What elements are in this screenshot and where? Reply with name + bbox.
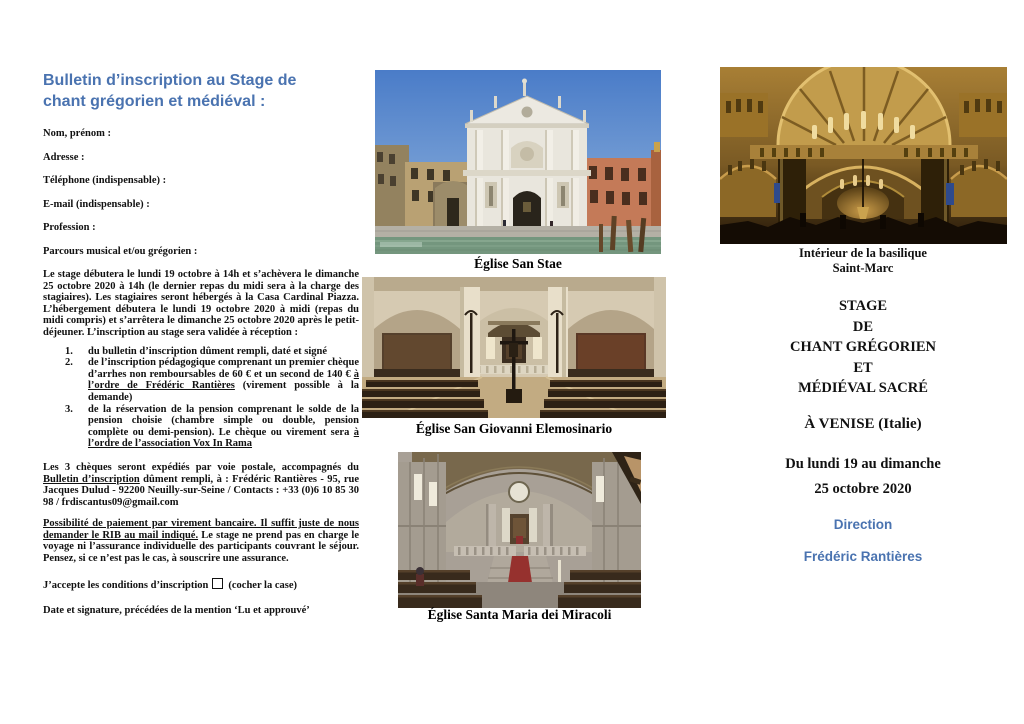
saint-marc-interior-illustration bbox=[720, 67, 1007, 244]
director-name: Frédéric Rantières bbox=[803, 549, 923, 564]
field-nom-prenom: Nom, prénom : bbox=[43, 128, 111, 139]
stage-title-line: MÉDIÉVAL SACRÉ bbox=[798, 380, 928, 396]
field-telephone: Téléphone (indispensable) : bbox=[43, 175, 167, 186]
form-title-line1: Bulletin d’inscription au Stage de bbox=[43, 72, 297, 89]
list-item bbox=[43, 404, 359, 450]
stage-title-line: ET bbox=[853, 359, 873, 376]
photo-eglise-san-giovanni bbox=[362, 277, 666, 418]
caption-san-stae: Église San Stae bbox=[474, 256, 562, 271]
cheques-paragraph bbox=[43, 462, 359, 508]
cheques-underlined: Bulletin d’inscription bbox=[43, 473, 140, 485]
field-profession: Profession : bbox=[43, 222, 96, 233]
list-item-text bbox=[88, 357, 359, 403]
form-title bbox=[43, 70, 359, 112]
stage-title bbox=[718, 296, 1008, 399]
field-email: E-mail (indispensable) : bbox=[43, 198, 150, 210]
stage-title-line: CHANT GRÉGORIEN bbox=[790, 339, 936, 355]
list-item-underlined: à l’ordre de Frédéric Rantières bbox=[88, 368, 359, 392]
stage-title-line: STAGE bbox=[838, 298, 888, 314]
list-item-text bbox=[88, 346, 359, 358]
payment-segment: Le stage ne prend pas en charge le voyage ni l’assurance individuelle des participants couvrant le séjour. Pensez, si ce n’est pas le cas, à souscrire une assurance. bbox=[43, 529, 359, 565]
caption-saint-marc-line2: Saint-Marc bbox=[832, 261, 894, 275]
stage-title-line: DE bbox=[852, 318, 874, 335]
accept-checkbox[interactable] bbox=[212, 578, 223, 589]
list-item-number: 3. bbox=[65, 403, 73, 415]
cheques-segment: Les 3 chèques seront expédiés par voie postale, accompagnés du bbox=[43, 461, 359, 473]
stage-dates-line1: Du lundi 19 au dimanche bbox=[785, 456, 941, 472]
list-item bbox=[43, 357, 359, 403]
conditions-list bbox=[43, 346, 359, 450]
photo-eglise-miracoli bbox=[398, 452, 641, 608]
photo-eglise-san-stae bbox=[375, 70, 661, 254]
direction-label: Direction bbox=[833, 517, 893, 532]
san-stae-facade-illustration bbox=[375, 70, 661, 254]
miracoli-interior-illustration bbox=[398, 452, 641, 608]
stage-dates-line2: 25 octobre 2020 bbox=[814, 481, 912, 497]
list-item-number: 2. bbox=[65, 357, 73, 369]
san-giovanni-interior-illustration bbox=[362, 277, 666, 418]
payment-paragraph bbox=[43, 518, 359, 564]
payment-underlined: Possibilité de paiement par virement bancaire. Il suffit juste de nous demander le RIB au mail indiqué. bbox=[43, 518, 359, 541]
date-signature-line: Date et signature, précédées de la mention ‘Lu et approuvé’ bbox=[43, 604, 310, 616]
accept-text: J’accepte les conditions d’inscription bbox=[43, 579, 209, 591]
list-item-segment: de la réservation de la pension comprenant le solde de la pension choisie (chambre simple ou double, pension complète ou demi-pension). Le chèque ou virement sera bbox=[88, 403, 359, 438]
accept-hint: (cocher la case) bbox=[228, 579, 297, 591]
field-parcours: Parcours musical et/ou grégorien : bbox=[43, 245, 198, 257]
field-adresse: Adresse : bbox=[43, 151, 85, 163]
form-title-line2: chant grégorien et médiéval : bbox=[43, 93, 266, 110]
cheques-contact-info: dûment rempli, à : Frédéric Rantières - 95, rue Jacques Dulud - 92200 Neuilly-sur-Seine / Contacts : +33 (0)6 10 85 30 98 / frdiscantus09@gmail.com bbox=[43, 473, 359, 508]
list-item-segment: (virement possible à la demande) bbox=[88, 380, 359, 403]
list-item-number: 1. bbox=[65, 345, 73, 357]
caption-saint-marc bbox=[718, 246, 1008, 276]
registration-form-column bbox=[43, 70, 359, 616]
list-item-segment: de l’inscription pédagogique comprenant un premier chèque d’arrhes non remboursables de 60 € et un second de 140 € bbox=[88, 357, 359, 380]
stage-dates bbox=[718, 452, 1008, 502]
form-fields bbox=[43, 128, 359, 257]
photo-basilique-saint-marc bbox=[720, 67, 1007, 244]
list-item-segment: du bulletin d’inscription dûment rempli, daté et signé bbox=[88, 345, 327, 357]
caption-miracoli: Église Santa Maria dei Miracoli bbox=[427, 607, 612, 622]
list-item-text bbox=[88, 404, 359, 450]
accept-conditions-line bbox=[43, 578, 359, 591]
caption-saint-marc-line1: Intérieur de la basilique bbox=[799, 246, 927, 260]
intro-paragraph: Le stage débutera le lundi 19 octobre à 14h et s’achèvera le dimanche 25 octobre 2020 à 14h (le dernier repas du midi sera à la charge des stagiaires). Les stagiaires seront hébergés à la Casa Cardinal Piazza. L’hébergement débutera le lundi 19 octobre 2020 à midi (repas du midi compris) et s’arrêtera le dimanche 25 octobre 2020 après le petit-déjeuner. L’inscription au stage sera validée à réception : bbox=[43, 269, 359, 338]
caption-san-giovanni: Église San Giovanni Elemosinario bbox=[415, 421, 613, 436]
list-item-underlined: à l’ordre de l’association Vox In Rama bbox=[88, 426, 359, 450]
stage-location: À VENISE (Italie) bbox=[804, 416, 922, 432]
list-item bbox=[43, 346, 359, 358]
